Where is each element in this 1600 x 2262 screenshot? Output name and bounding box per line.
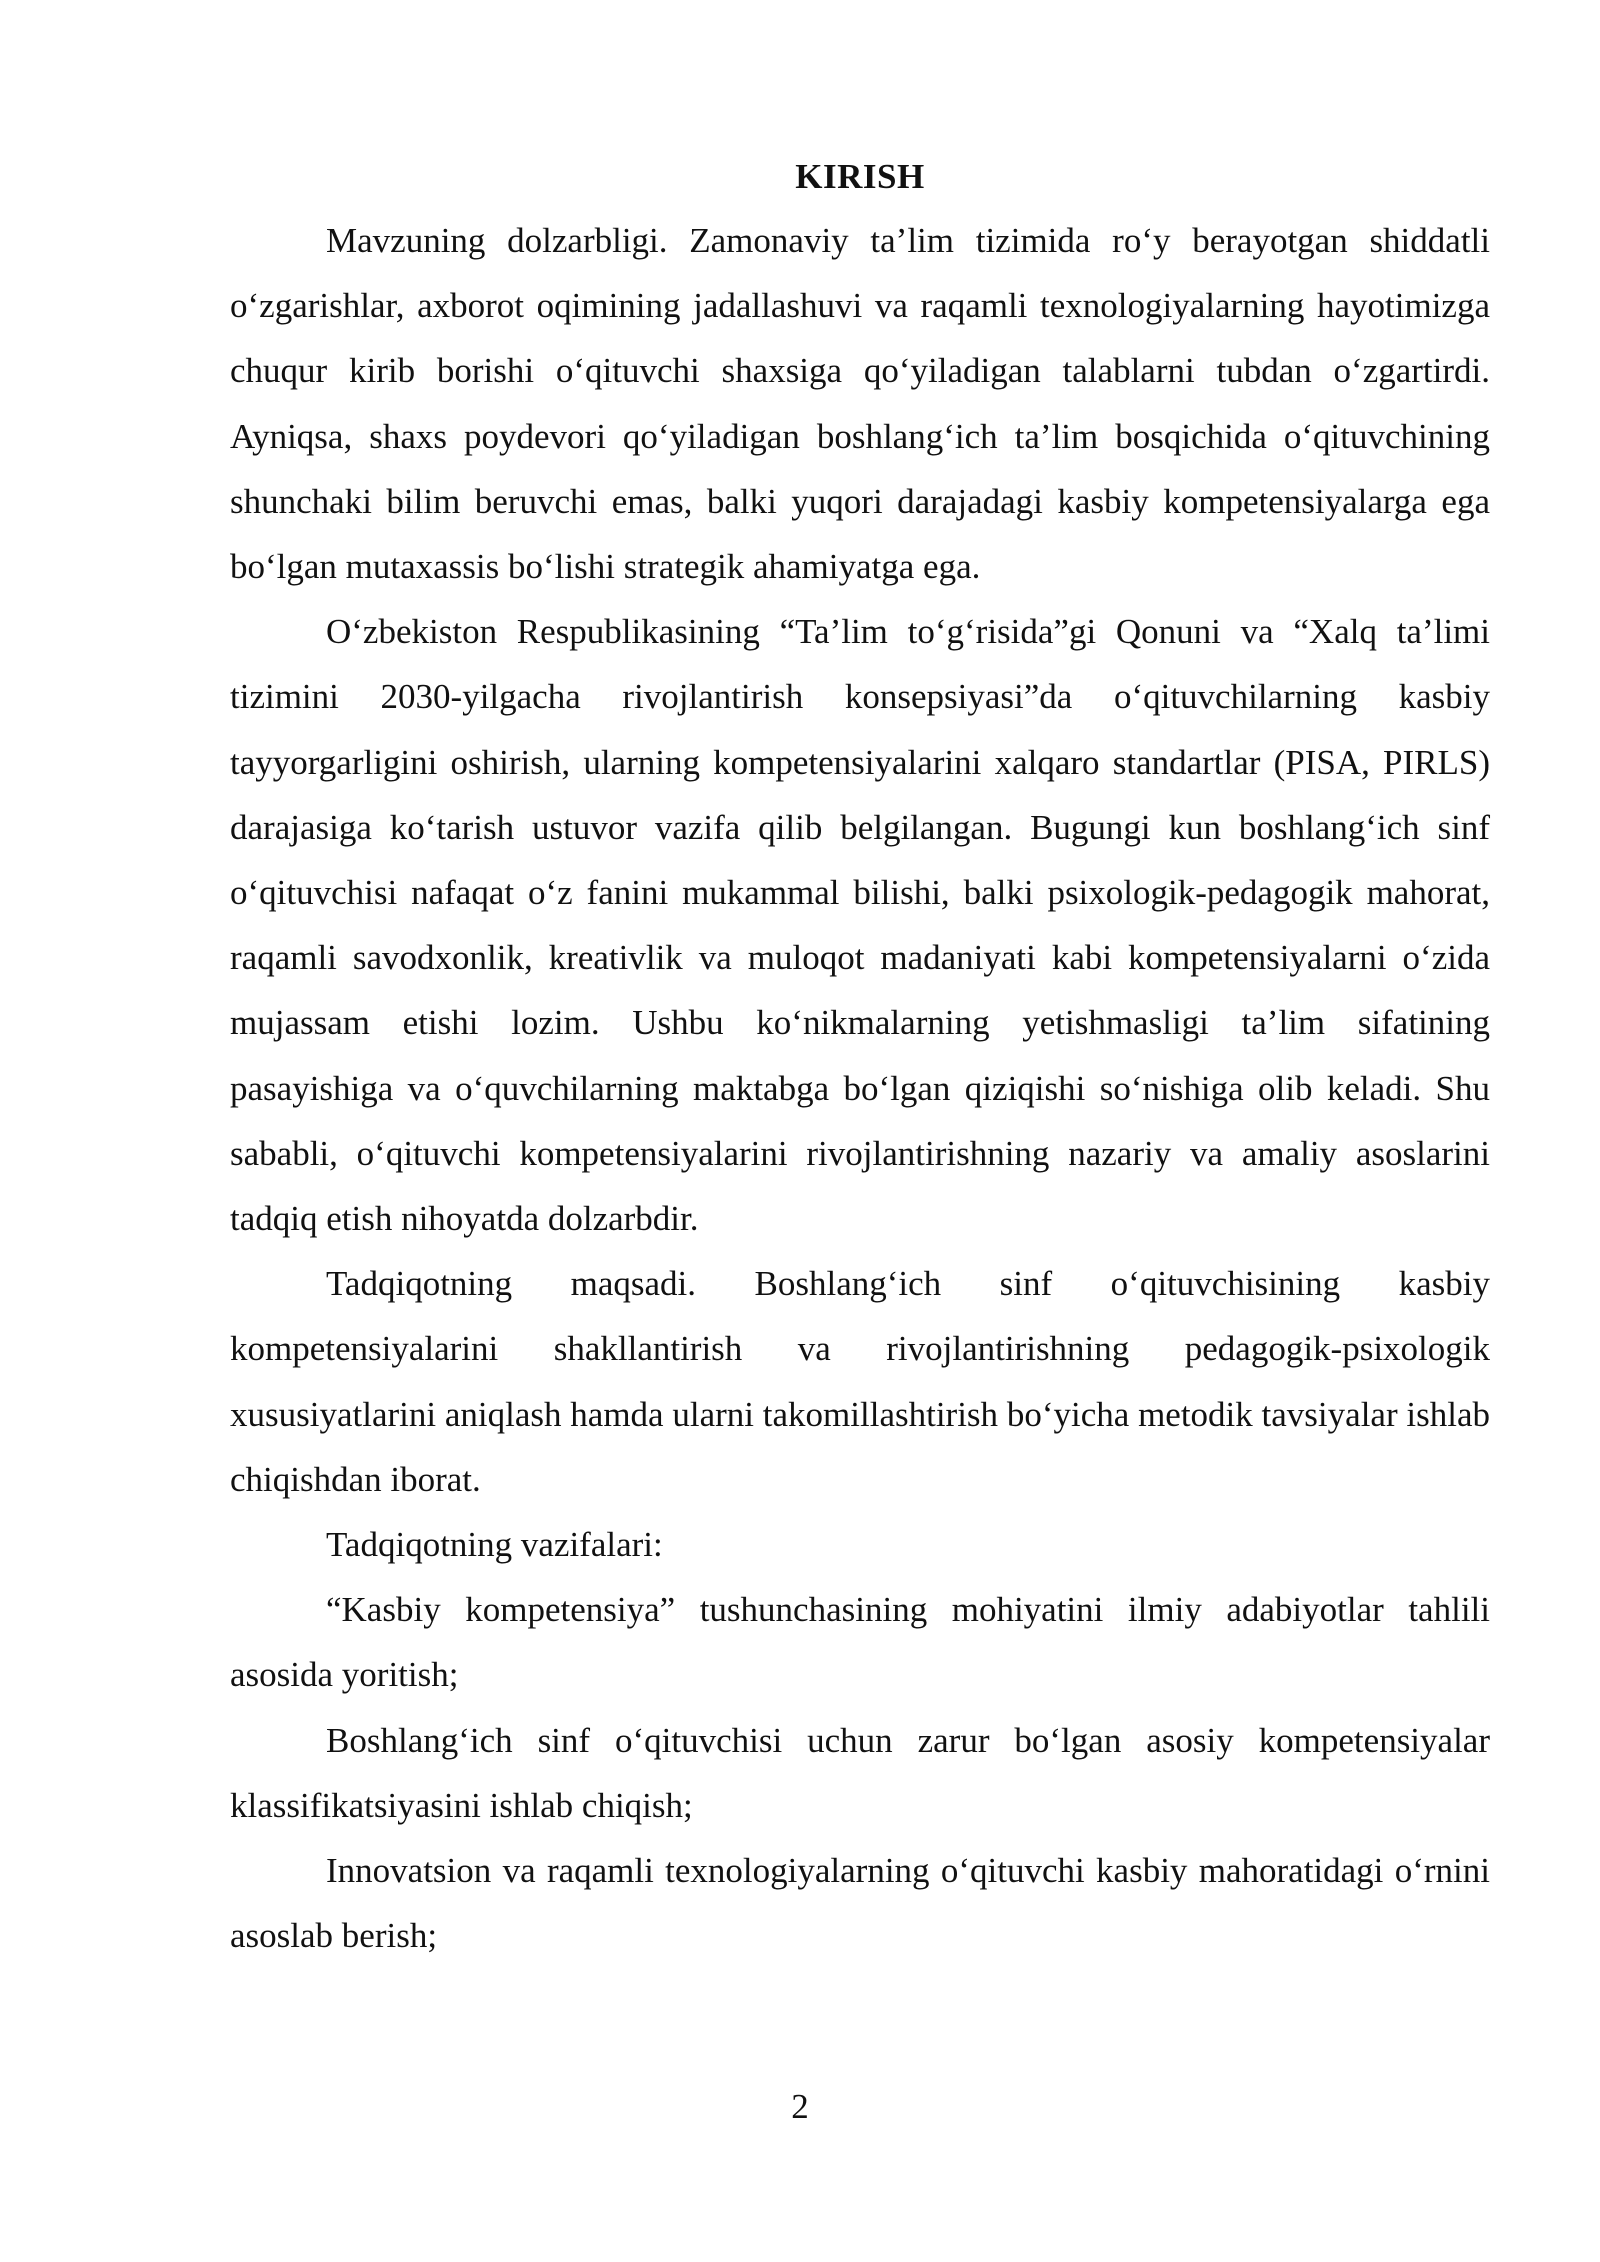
paragraph-tasks-heading: Tadqiqotning vazifalari:: [326, 1525, 663, 1565]
page-content: [230, 146, 1490, 1968]
section-title: KIRISH: [795, 157, 925, 196]
page-number: 2: [791, 2087, 809, 2126]
paragraph-relevance: Mavzuning dolzarbligi. Zamonaviy ta’lim tizimida ro‘y berayotgan shiddatli o‘zgarishlar, axborot oqimining jadallashuvi va raqamli texnologiyalarning hayotimizga chuqur kirib borishi o‘qituvchi shaxsiga qo‘yiladigan talablarni tubdan o‘zgartirdi. Ayniqsa, shaxs poydevori qo‘yiladigan boshlang‘ich ta’lim bosqichida o‘qituvchining shunchaki bilim beruvchi emas, balki yuqori darajadagi kasbiy kompetensiyalarga ega bo‘lgan mutaxassis bo‘lishi strategik ahamiyatga ega.: [230, 221, 1490, 587]
paragraph-task-3: Innovatsion va raqamli texnologiyalarning o‘qituvchi kasbiy mahoratidagi o‘rnini asoslab berish;: [230, 1851, 1490, 1956]
paragraph-task-2: Boshlang‘ich sinf o‘qituvchisi uchun zarur bo‘lgan asosiy kompetensiyalar klassifikatsiyasini ishlab chiqish;: [230, 1720, 1490, 1825]
paragraph-research-goal: Tadqiqotning maqsadi. Boshlang‘ich sinf o‘qituvchisining kasbiy kompetensiyalarini shakllantirish va rivojlantirishning pedagogik-psixologik xususiyatlarini aniqlash hamda ularni takomillashtirish bo‘yicha metodik tavsiyalar ishlab chiqishdan iborat.: [230, 1264, 1490, 1499]
paragraph-legal-basis: O‘zbekiston Respublikasining “Ta’lim to‘g‘risida”gi Qonuni va “Xalq ta’limi tizimini 2030-yilgacha rivojlantirish konsepsiyasi”da o‘qituvchilarning kasbiy tayyorgarligini oshirish, ularning kompetensiyalarini xalqaro standartlar (PISA, PIRLS) darajasiga ko‘tarish ustuvor vazifa qilib belgilangan. Bugungi kun boshlang‘ich sinf o‘qituvchisi nafaqat o‘z fanini mukammal bilishi, balki psixologik-pedagogik mahorat, raqamli savodxonlik, kreativlik va muloqot madaniyati kabi kompetensiyalarni o‘zida mujassam etishi lozim. Ushbu ko‘nikmalarning yetishmasligi ta’lim sifatining pasayishiga va o‘quvchilarning maktabga bo‘lgan qiziqishi so‘nishiga olib keladi. Shu sababli, o‘qituvchi kompetensiyalarini rivojlantirishning nazariy va amaliy asoslarini tadqiq etish nihoyatda dolzarbdir.: [230, 612, 1490, 1239]
paragraph-task-1: “Kasbiy kompetensiya” tushunchasining mohiyatini ilmiy adabiyotlar tahlili asosida yoritish;: [230, 1590, 1490, 1695]
